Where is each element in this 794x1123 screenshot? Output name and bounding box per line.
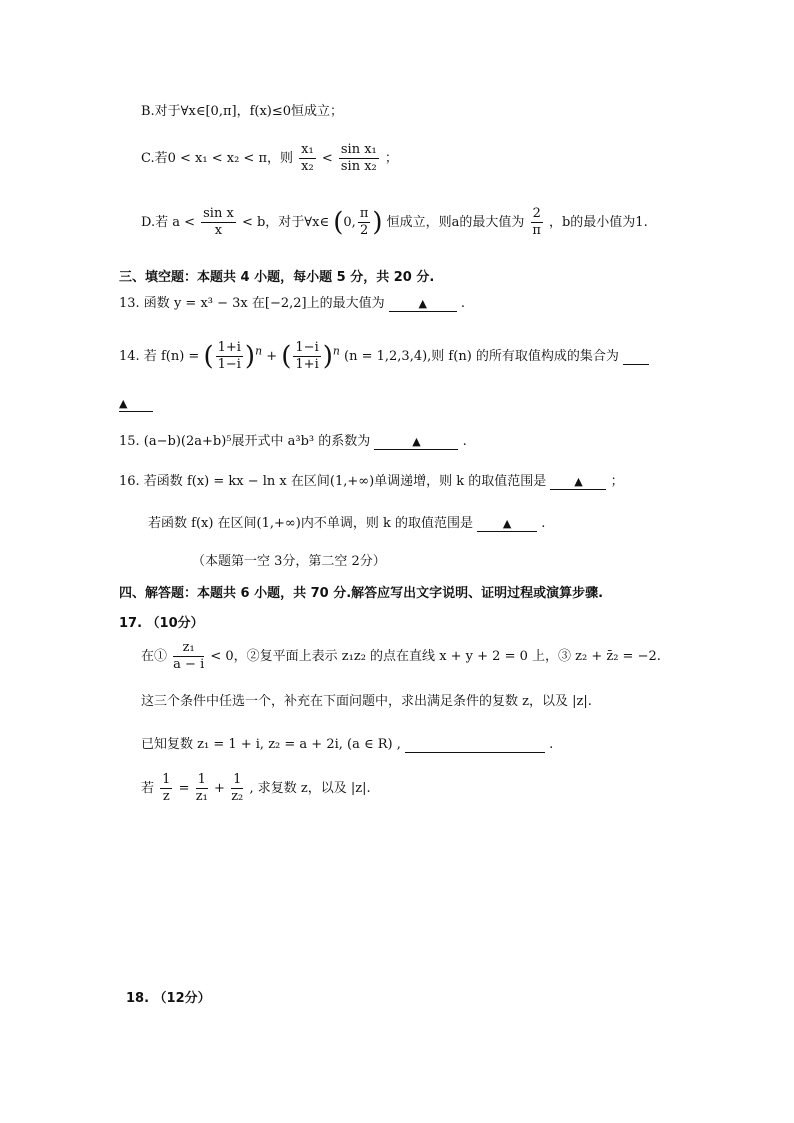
question-14: 14. 若 f(n) = ( $\frac{1+i}{1-i}$ )$^n$ + ( $\frac{1-i}{1+i}$ )$^n$ (n = 1,2,3,4),则 f(n) 的所有取值构成的集合为 xyxy=(119,340,649,373)
answer-blank[interactable]: ▲ xyxy=(477,516,537,532)
answer-blank[interactable]: ▲ xyxy=(550,474,606,490)
option-d: D.若 a < $\frac{\text{sin x}}{x}$ < b，对于∀x∈ (0, $\frac{\pi}{2}$ ) 恒成立，则a的最大值为 $\frac{2}{\pi}$ ，b的最小值为1. xyxy=(141,206,648,238)
question-17-instruction: 这三个条件中任选一个，补充在下面问题中，求出满足条件的复数 z，以及 |z|. xyxy=(141,694,592,709)
q17-condition-fraction: $\frac{\text{z₁}}{a - i}$ xyxy=(173,640,205,672)
question-18-header: 18. （12分） xyxy=(126,991,211,1006)
question-17-task: 若 $\frac{1}{z}$ = $\frac{1}{\text{z₁}}$ + $\frac{1}{\text{z₂}}$ , 求复数 z，以及 |z|. xyxy=(141,772,371,804)
answer-blank[interactable]: ▲ xyxy=(374,434,458,450)
q14-fraction-2: $\frac{1-i}{1+i}$ xyxy=(295,340,319,372)
question-13: 13. 函数 y = x³ − 3x 在[−2,2]上的最大值为 ▲ . xyxy=(119,296,466,311)
option-c-fraction-2: $\frac{\text{sin x₁}}{\text{sin x₂}}$ xyxy=(340,142,377,174)
option-d-fraction: $\frac{\text{sin x}}{x}$ xyxy=(203,206,234,238)
condition-blank[interactable] xyxy=(405,737,545,753)
q14-fraction-1: $\frac{1+i}{1-i}$ xyxy=(217,340,241,372)
answer-blank[interactable]: ▲ xyxy=(119,396,153,412)
question-17-header: 17. （10分） xyxy=(119,616,204,631)
option-c-prefix: C.若0 < x₁ < x₂ < π，则 xyxy=(141,151,293,166)
question-16-note: （本题第一空 3分，第二空 2分） xyxy=(192,554,386,569)
option-d-max-fraction: $\frac{2}{\pi}$ xyxy=(532,206,541,238)
section-4-heading: 四、解答题：本题共 6 小题，共 70 分.解答应写出文字说明、证明过程或演算步骤. xyxy=(119,586,604,601)
question-16-part-2: 若函数 f(x) 在区间(1,+∞)内不单调，则 k 的取值范围是 ▲ . xyxy=(148,516,546,531)
question-17-conditions: 在① $\frac{\text{z₁}}{a - i}$ < 0，②复平面上表示 z₁z₂ 的点在直线 x + y + 2 = 0 上，③ z₂ + z̄₂ = −2. xyxy=(141,640,661,672)
option-d-interval-fraction: $\frac{\pi}{2}$ xyxy=(359,206,369,238)
section-3-heading: 三、填空题：本题共 4 小题，每小题 5 分，共 20 分. xyxy=(119,270,435,285)
option-c-fraction-1: $\frac{\text{x₁}}{\text{x₂}}$ xyxy=(301,142,314,174)
question-14-blank-continued xyxy=(119,396,153,412)
option-b: B.对于∀x∈[0,π]，f(x)≤0恒成立； xyxy=(141,104,344,119)
answer-blank[interactable] xyxy=(623,349,649,365)
question-15: 15. (a−b)(2a+b)⁵展开式中 a³b³ 的系数为 ▲ . xyxy=(119,434,467,449)
option-c: C.若0 < x₁ < x₂ < π，则 $\frac{\text{x₁}}{\text{x₂}}$ < $\frac{\text{sin x₁}}{\text{sin x₂}}$ ； xyxy=(141,142,398,174)
question-16-part-1: 16. 若函数 f(x) = kx − ln x 在区间(1,+∞)单调递增，则 k 的取值范围是 ▲ ； xyxy=(119,474,624,489)
answer-blank[interactable]: ▲ xyxy=(389,296,457,312)
question-17-given: 已知复数 z₁ = 1 + i, z₂ = a + 2i, (a ∈ R) , . xyxy=(141,737,554,752)
